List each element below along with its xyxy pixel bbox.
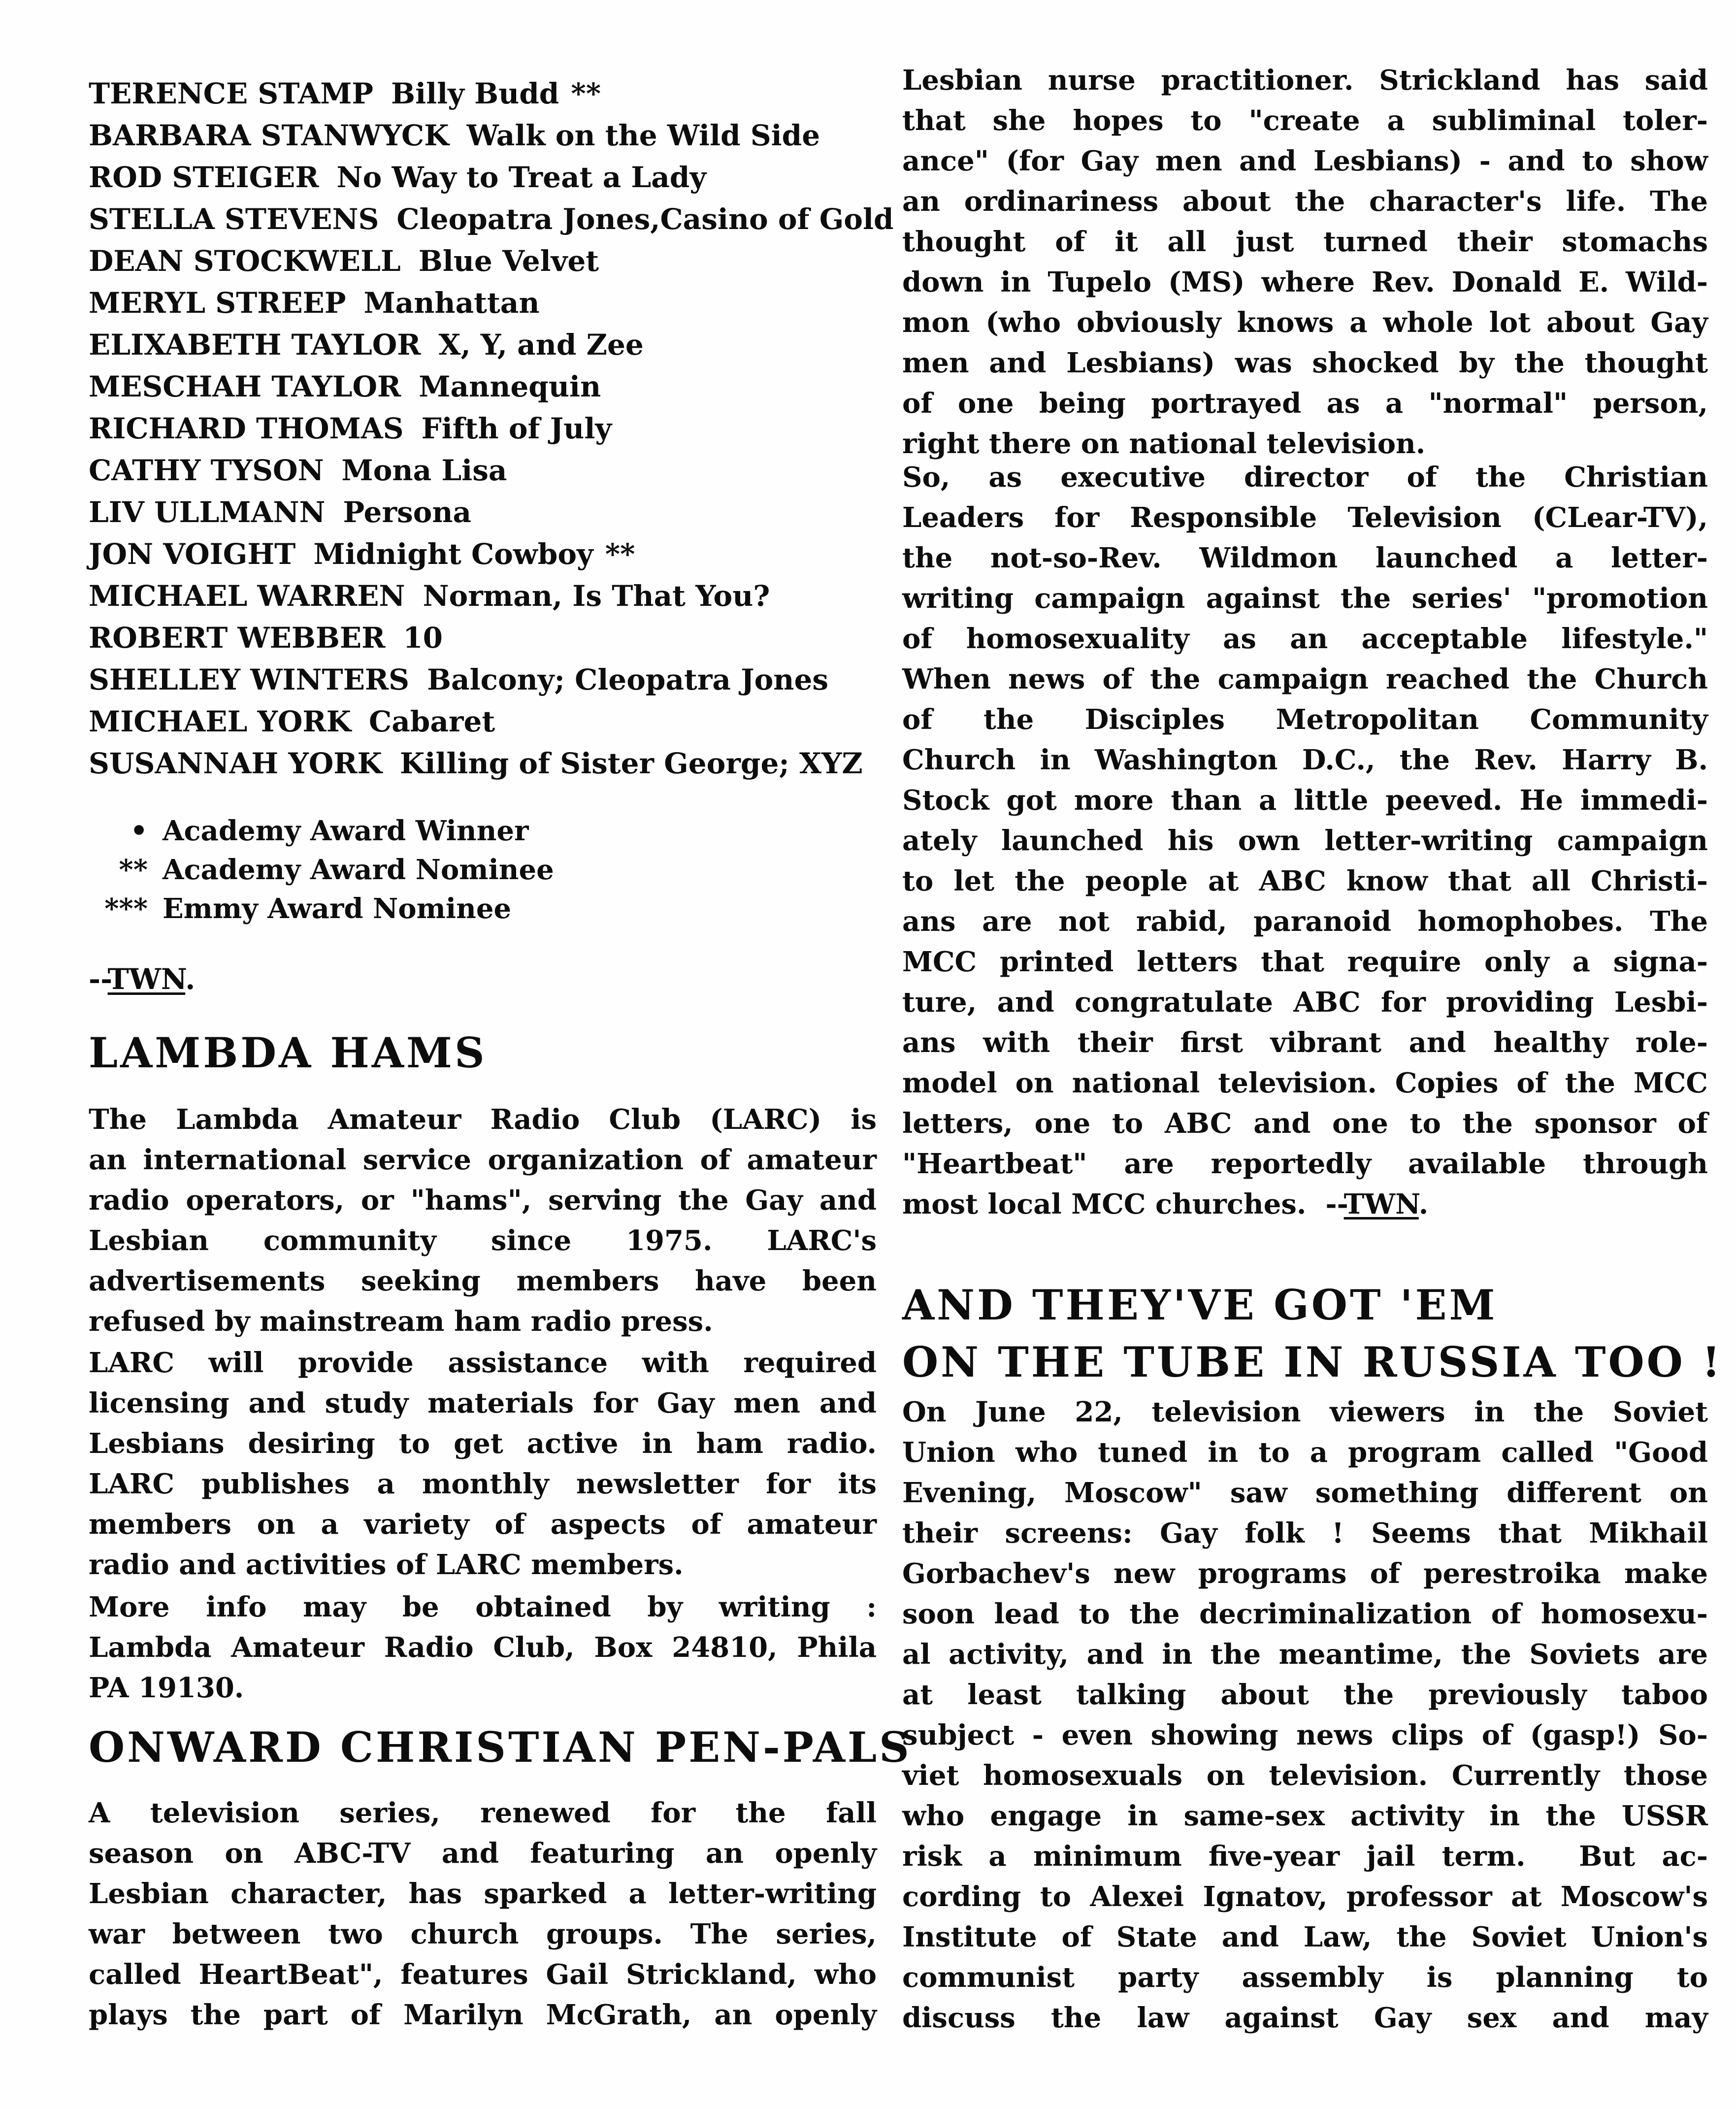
legend-label: Academy Award Winner [163,815,529,847]
text-line: licensing and study materials for Gay men and [89,1387,877,1419]
signoff-dashes: -- [89,962,108,996]
actor-name: SUSANNAH YORK [89,747,382,780]
film-title: Norman, Is That You? [423,579,770,613]
text-line: Church in Washington D.C., the Rev. Harry B. [902,744,1708,776]
text-line: soon lead to the decriminalization of homosexu- [902,1598,1708,1630]
actor-name: MICHAEL WARREN [89,579,405,613]
line-text: most local MCC churches. -- [902,1188,1344,1220]
text-line: Lesbians desiring to get active in ham radio. [89,1427,877,1460]
text-line: LARC will provide assistance with required [89,1347,877,1379]
text-line: their screens: Gay folk ! Seems that Mikhail [902,1517,1708,1549]
text-line: communist party assembly is planning to [902,1961,1708,1994]
text-line: called HeartBeat", features Gail Strickland, who [89,1958,877,1991]
actor-list-row [89,73,877,115]
text-line: More info may be obtained by writing : [89,1591,877,1623]
film-title: Mannequin [419,370,601,403]
text-line: Stock got more than a little peeved. He immedi- [902,784,1708,817]
actor-name: BARBARA STANWYCK [89,119,449,152]
text-line: viet homosexuals on television. Currently those [902,1759,1708,1792]
text-line: ance" (for Gay men and Lesbians) - and to show [902,145,1708,177]
text-line: Lesbian character, has sparked a letter-writing [89,1878,877,1910]
legend-label: Emmy Award Nominee [163,892,512,925]
clear-tv-paragraph-end [902,1184,1708,1224]
text-line: discuss the law against Gay sex and may [902,2002,1708,2034]
film-title: Cabaret [369,705,495,738]
heartbeat-continuation-paragraph [902,60,1708,464]
text-line: "Heartbeat" are reportedly available through [902,1148,1708,1180]
text-line: Institute of State and Law, the Soviet Union's [902,1921,1708,1953]
actor-list-row [89,533,877,575]
lambda-hams-heading: LAMBDA HAMS [89,1028,487,1077]
actor-name: LIV ULLMANN [89,495,326,529]
film-title: Balcony; Cleopatra Jones [427,663,829,696]
onward-pen-pals-heading: ONWARD CHRISTIAN PEN-PALS [89,1723,912,1772]
actor-list-row [89,492,877,533]
text-line: men and Lesbians) was shocked by the thought [902,347,1708,379]
text-line: at least talking about the previously taboo [902,1679,1708,1711]
legend-mark: ** [119,854,148,886]
text-line: mon (who obviously knows a whole lot about Gay [902,306,1708,339]
text-line: subject - even showing news clips of (gasp!) So- [902,1719,1708,1751]
text-line: PA 19130. [89,1672,244,1704]
heading-line: ON THE TUBE IN RUSSIA TOO ! [902,1338,1723,1386]
legend-row [89,890,877,928]
actor-name: SHELLEY WINTERS [89,663,409,696]
signoff-period: . [185,962,196,996]
text-line: down in Tupelo (MS) where Rev. Donald E. Wild- [902,266,1708,298]
text-line: Lesbian nurse practitioner. Strickland has said [902,64,1708,97]
film-title: No Way to Treat a Lady [336,161,707,194]
actor-list-row [89,282,877,324]
film-title: Manhattan [363,286,540,320]
film-title: 10 [403,621,443,655]
actor-name: DEAN STOCKWELL [89,244,401,278]
actor-filmography-list [89,73,894,785]
text-line: refused by mainstream ham radio press. [89,1305,713,1338]
text-line: plays the part of Marilyn McGrath, an openly [89,1999,877,2031]
actor-list-row [89,408,877,450]
text-line: an international service organization of amateur [89,1144,877,1176]
text-line: Lambda Amateur Radio Club, Box 24810, Phila [89,1631,877,1664]
actor-list-row [89,743,877,785]
award-mark: ** [571,77,601,110]
text-line: radio operators, or "hams", serving the Gay and [89,1184,877,1217]
actor-name: TERENCE STAMP [89,77,374,110]
actor-list-row [89,324,877,366]
signoff-period: . [1418,1188,1429,1220]
text-line: right there on national television. [902,428,1426,460]
award-legend [89,812,877,928]
film-title: Cleopatra Jones,Casino of Gold [396,202,894,236]
actor-list-row [89,450,877,492]
russia-heading [902,1277,1723,1391]
text-line: writing campaign against the series' "promotion [902,582,1708,615]
legend-row [89,812,877,851]
actor-name: MICHAEL YORK [89,705,352,738]
actor-name: CATHY TYSON [89,454,324,487]
text-line: war between two church groups. The series, [89,1918,877,1950]
text-line: thought of it all just turned their stomachs [902,226,1708,258]
text-line: risk a minimum five-year jail term. But ac- [902,1840,1708,1873]
text-line: of homosexuality as an acceptable lifestyle." [902,623,1708,655]
text-line: al activity, and in the meantime, the Soviets are [902,1638,1708,1671]
legend-label: Academy Award Nominee [163,854,554,886]
onward-paragraph [89,1793,877,2035]
lambda-paragraph-1 [89,1099,877,1342]
actor-list-row [89,157,877,198]
text-line: When news of the campaign reached the Church [902,663,1708,695]
actor-list-row [89,240,877,282]
russia-paragraph [902,1392,1708,2038]
text-line: of one being portrayed as a "normal" person, [902,387,1708,420]
actor-list-row [89,617,877,659]
text-line: radio and activities of LARC members. [89,1549,684,1581]
heading-line: AND THEY'VE GOT 'EM [902,1281,1498,1329]
actor-list-row [89,115,877,157]
film-title: Persona [343,495,472,529]
text-line: LARC publishes a monthly newsletter for its [89,1468,877,1500]
text-line: an ordinariness about the character's life. The [902,185,1708,218]
text-line: Gorbachev's new programs of perestroika make [902,1557,1708,1590]
actor-name: RICHARD THOMAS [89,412,404,445]
text-line: ans with their first vibrant and healthy role- [902,1026,1708,1059]
actor-list-row [89,575,877,617]
text-line: to let the people at ABC know that all Christi- [902,865,1708,897]
text-line: On June 22, television viewers in the Soviet [902,1396,1708,1428]
lambda-paragraph-2 [89,1343,877,1585]
twn-signoff [89,959,877,999]
text-line: that she hopes to "create a subliminal toler- [902,104,1708,137]
text-line: ture, and congratulate ABC for providing Lesbi- [902,986,1708,1019]
actor-list-row [89,198,894,240]
actor-name: MESCHAH TAYLOR [89,370,401,403]
film-title: Killing of Sister George; XYZ [399,747,863,780]
film-title: X, Y, and Zee [438,328,644,362]
legend-row [89,851,877,890]
signoff-source: TWN [107,962,186,996]
legend-mark: *** [104,892,148,925]
text-line: So, as executive director of the Christian [902,461,1708,494]
text-line: letters, one to ABC and one to the sponsor of [902,1107,1708,1140]
text-line-with-signoff [902,1184,1708,1224]
actor-list-row [89,701,877,743]
text-line: the not-so-Rev. Wildmon launched a letter- [902,542,1708,574]
legend-mark: • [130,815,148,847]
text-line: model on national television. Copies of the MCC [902,1067,1708,1099]
text-line: ans are not rabid, paranoid homophobes. The [902,905,1708,938]
actor-list-row [89,366,877,408]
text-line: season on ABC-TV and featuring an openly [89,1837,877,1870]
actor-name: STELLA STEVENS [89,202,379,236]
text-line: members on a variety of aspects of amateur [89,1508,877,1541]
text-line: The Lambda Amateur Radio Club (LARC) is [89,1103,877,1136]
text-line: Union who tuned in to a program called "Good [902,1436,1708,1469]
actor-name: ROD STEIGER [89,161,319,194]
text-line: Lesbian community since 1975. LARC's [89,1224,877,1257]
text-line: who engage in same-sex activity in the USSR [902,1800,1708,1832]
actor-list-row [89,659,877,701]
text-line: Leaders for Responsible Television (CLear-TV), [902,501,1708,534]
actor-name: ROBERT WEBBER [89,621,386,655]
text-line: MCC printed letters that require only a signa- [902,946,1708,978]
clear-tv-paragraph [902,457,1708,1184]
text-line: of the Disciples Metropolitan Community [902,703,1708,736]
film-title: Fifth of July [421,412,612,445]
text-line: Evening, Moscow" saw something different on [902,1477,1708,1509]
actor-name: ELIXABETH TAYLOR [89,328,421,362]
film-title: Mona Lisa [341,454,507,487]
film-title: Walk on the Wild Side [466,119,820,152]
actor-name: JON VOIGHT [89,537,296,571]
film-title: Midnight Cowboy [313,537,593,571]
text-line: advertisements seeking members have been [89,1265,877,1297]
text-line: A television series, renewed for the fall [89,1797,877,1829]
lambda-paragraph-3 [89,1587,877,1708]
signoff-source: TWN [1343,1188,1419,1220]
text-line: cording to Alexei Ignatov, professor at Moscow's [902,1880,1708,1913]
film-title: Blue Velvet [418,244,599,278]
text-line: ately launched his own letter-writing campaign [902,824,1708,857]
award-mark: ** [605,537,635,571]
actor-name: MERYL STREEP [89,286,346,320]
film-title: Billy Budd [391,77,559,110]
